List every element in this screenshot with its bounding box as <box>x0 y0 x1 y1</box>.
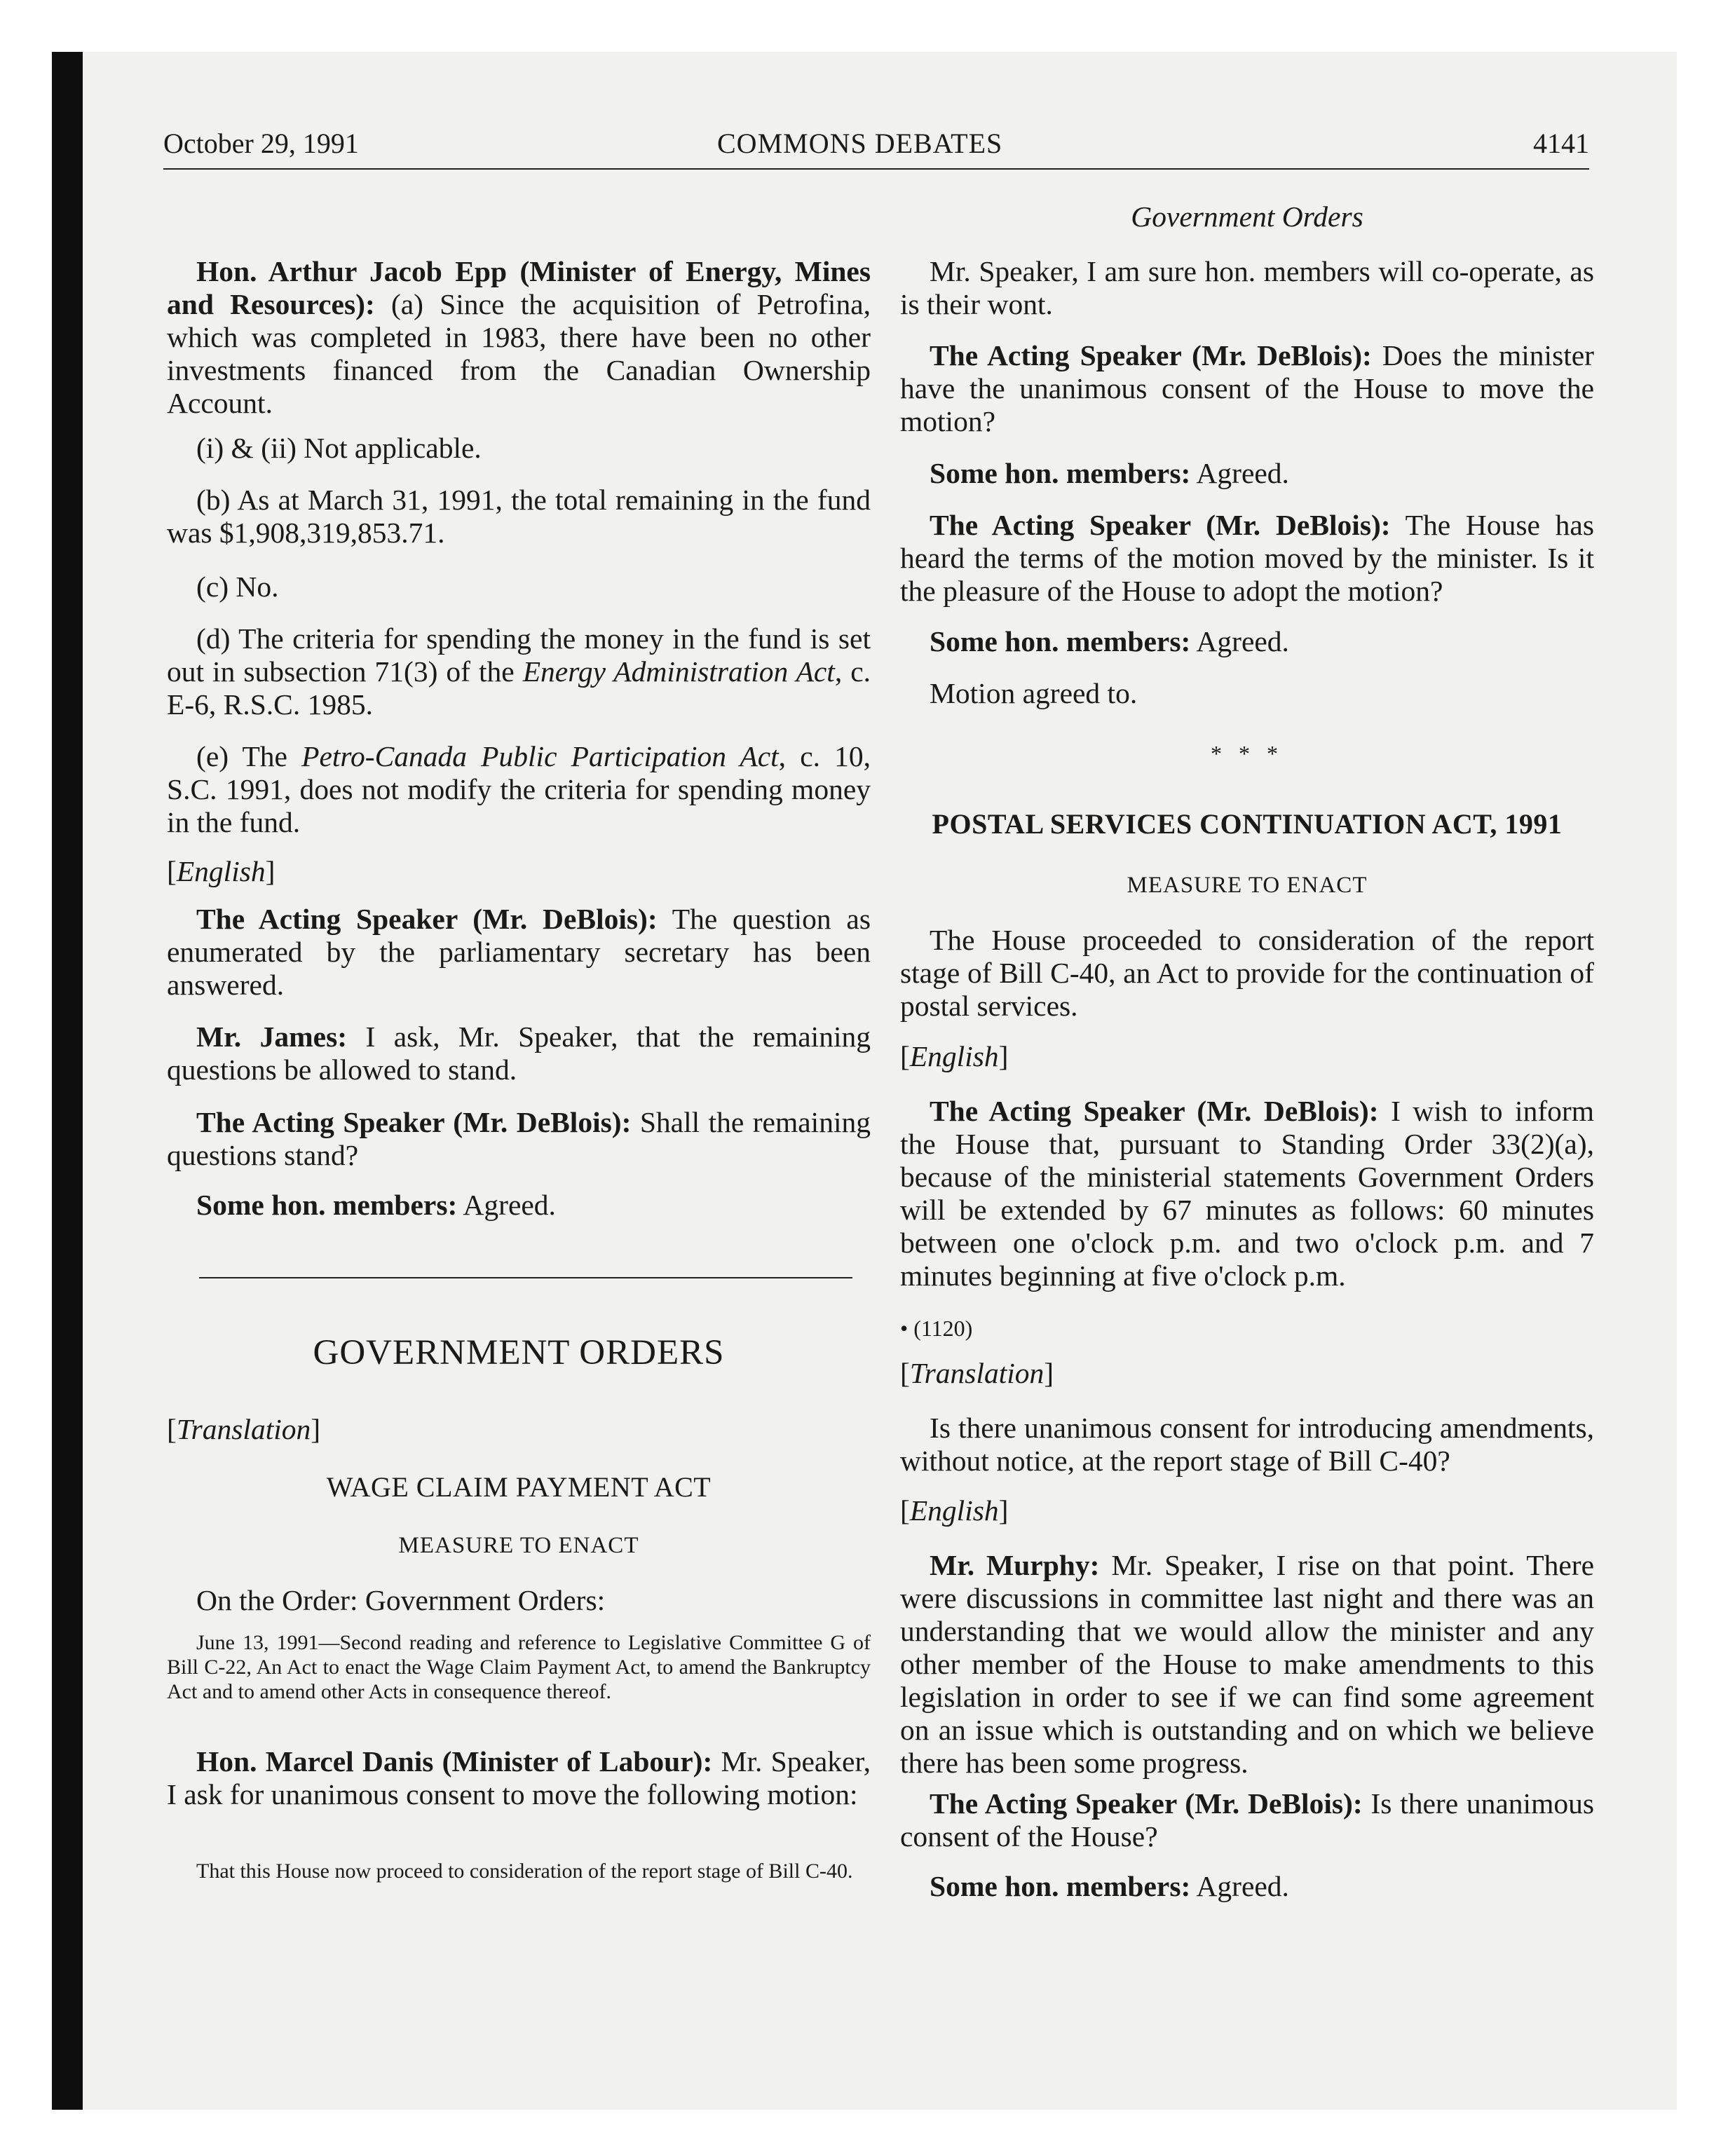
header-rule <box>163 168 1589 170</box>
answer-paragraph-e <box>167 740 871 839</box>
speaker-name: Some hon. members: <box>196 1189 458 1221</box>
scan-edge <box>52 52 83 2110</box>
speaker-name: The Acting Speaker (Mr. DeBlois): <box>930 509 1391 541</box>
speech-text: Agreed. <box>457 1189 556 1221</box>
running-head: Government Orders <box>1131 200 1363 233</box>
act-heading: POSTAL SERVICES CONTINUATION ACT, 1991 <box>932 808 1563 840</box>
speech-paragraph <box>167 1745 871 1811</box>
answer-paragraph-b: (b) As at March 31, 1991, the total remaining in the fund was $1,908,319,853.71. <box>167 484 871 549</box>
page-header <box>163 121 1589 170</box>
speech-paragraph <box>900 509 1594 608</box>
time-stamp: • (1120) <box>900 1316 973 1341</box>
speaker-name: The Acting Speaker (Mr. DeBlois): <box>930 1787 1363 1820</box>
speech-text: Shall the remaining questions stand? <box>167 1106 871 1171</box>
measure-subheading: MEASURE TO ENACT <box>1127 873 1368 898</box>
speaker-name: Hon. Marcel Danis (Minister of Labour): <box>196 1745 713 1778</box>
text-fragment: (e) The <box>196 740 302 772</box>
speaker-name: Mr. Murphy: <box>930 1549 1100 1581</box>
header-page-number: 4141 <box>1533 128 1589 159</box>
language-marker: [Translation] <box>167 1413 321 1445</box>
section-separator <box>199 1277 852 1278</box>
answer-paragraph-d <box>167 622 871 721</box>
order-line: On the Order: Government Orders: <box>196 1584 606 1616</box>
speech-paragraph <box>167 1189 871 1222</box>
speech-paragraph <box>900 625 1594 658</box>
speech-text: Is there unanimous consent of the House? <box>900 1787 1595 1853</box>
speaker-name: The Acting Speaker (Mr. DeBlois): <box>196 1106 632 1138</box>
language-label: English <box>176 855 266 887</box>
section-break-stars: * * * <box>1211 741 1284 766</box>
speech-paragraph <box>900 1095 1594 1292</box>
language-marker: [English] <box>167 855 275 887</box>
speech-paragraph <box>900 1787 1594 1853</box>
speaker-name: Hon. Arthur Jacob Epp (Minister of Energy, Mines and Resources): <box>167 255 871 320</box>
speech-text: The House has heard the terms of the motion moved by the minister. Is it the pleasure of the House to adopt the motion? <box>900 509 1594 607</box>
speech-text: The question as enumerated by the parliamentary secretary has been answered. <box>167 903 871 1001</box>
speech-paragraph <box>900 1549 1594 1780</box>
speaker-name: Some hon. members: <box>930 1870 1191 1902</box>
text-fragment: , c. E-6, R.S.C. 1985. <box>167 655 871 721</box>
speech-paragraph: Mr. Speaker, I am sure hon. members will co-operate, as is their wont. <box>900 255 1594 320</box>
answer-paragraph-c: (c) No. <box>196 571 279 603</box>
measure-subheading: MEASURE TO ENACT <box>398 1533 639 1558</box>
answer-paragraph-a <box>167 255 871 420</box>
speech-paragraph <box>900 457 1594 490</box>
speech-text: Mr. Speaker, I rise on that point. There were discussions in committee last night and there was an understanding that we would allow the minister and any other member of the House to make amendments to this legislation in order to see if we can find some agreement on an issue which is outstanding and on which we believe there has been some progress. <box>900 1549 1595 1779</box>
speech-text: Does the minister have the unanimous consent of the House to move the motion? <box>900 339 1594 437</box>
language-label: Translation <box>176 1413 311 1445</box>
language-marker: [Translation] <box>900 1357 1054 1389</box>
speech-text: Agreed. <box>1190 1870 1289 1902</box>
answer-paragraph-i-ii: (i) & (ii) Not applicable. <box>196 432 482 464</box>
speech-text: I wish to inform the House that, pursuant to Standing Order 33(2)(a), because of the ministerial statements Government Orders will be extended by 67 minutes as follows: 60 minutes between one o'clock p.m. and two o'clock p.m. and 7 minutes beginning at five o'clock p.m. <box>900 1095 1594 1292</box>
motion-text: That this House now proceed to consideration of the report stage of Bill C-40. <box>196 1860 853 1883</box>
act-title: Petro-Canada Public Participation Act <box>301 740 779 772</box>
proceeding-paragraph: The House proceeded to consideration of the report stage of Bill C-40, an Act to provide for the continuation of postal services. <box>900 924 1594 1022</box>
language-label: English <box>909 1494 999 1527</box>
language-label: Translation <box>909 1357 1045 1389</box>
speech-paragraph: Is there unanimous consent for introducing amendments, without notice, at the report stage of Bill C-40? <box>900 1412 1594 1477</box>
header-title: COMMONS DEBATES <box>717 128 1003 159</box>
language-label: English <box>909 1040 999 1072</box>
language-marker: [English] <box>900 1494 1009 1527</box>
language-marker: [English] <box>900 1040 1009 1072</box>
act-title: Energy Administration Act <box>522 655 835 688</box>
speaker-name: The Acting Speaker (Mr. DeBlois): <box>196 903 658 935</box>
text-fragment: (d) The criteria for spending the money in the fund is set out in subsection 71(3) of the <box>167 622 871 688</box>
speech-text: (a) Since the acquisition of Petrofina, which was completed in 1983, there have been no other investments financed from the Canadian Ownership Account. <box>167 288 871 419</box>
speaker-name: Some hon. members: <box>930 625 1191 657</box>
speech-paragraph <box>167 903 871 1002</box>
speaker-name: Mr. James: <box>196 1021 348 1053</box>
proceeding-note: Motion agreed to. <box>930 677 1138 709</box>
speech-paragraph <box>900 339 1594 438</box>
speaker-name: Some hon. members: <box>930 457 1191 489</box>
text-fragment: , c. 10, S.C. 1991, does not modify the criteria for spending money in the fund. <box>167 740 871 838</box>
section-heading: GOVERNMENT ORDERS <box>313 1333 725 1372</box>
speech-paragraph <box>900 1870 1594 1903</box>
header-date: October 29, 1991 <box>163 128 359 159</box>
speaker-name: The Acting Speaker (Mr. DeBlois): <box>930 339 1372 371</box>
speech-text: Agreed. <box>1190 457 1289 489</box>
speaker-name: The Acting Speaker (Mr. DeBlois): <box>930 1095 1379 1127</box>
speech-paragraph <box>167 1106 871 1172</box>
speech-text: I ask, Mr. Speaker, that the remaining questions be allowed to stand. <box>167 1021 871 1086</box>
speech-text: Agreed. <box>1190 625 1289 657</box>
act-heading: WAGE CLAIM PAYMENT ACT <box>326 1471 712 1503</box>
speech-text: Mr. Speaker, I ask for unanimous consent to move the following motion: <box>167 1745 871 1810</box>
speech-paragraph <box>167 1021 871 1086</box>
order-detail: June 13, 1991—Second reading and reference to Legislative Committee G of Bill C-22, An Act to enact the Wage Claim Payment Act, to amend the Bankruptcy Act and to amend other Acts in consequence thereof. <box>167 1631 871 1703</box>
